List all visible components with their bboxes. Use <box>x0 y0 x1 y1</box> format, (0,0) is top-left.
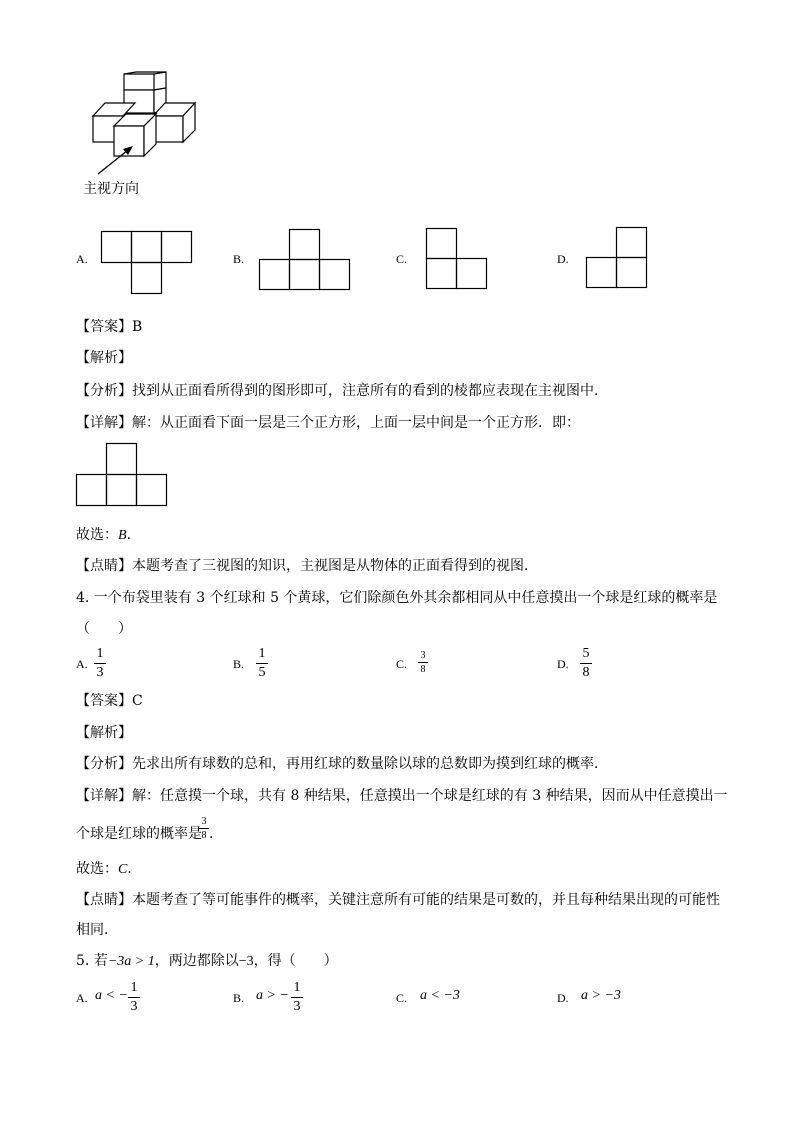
q4-option-c-fraction[interactable]: 3 8 <box>418 650 428 675</box>
q5-option-b-pre[interactable]: a > − <box>256 988 289 1003</box>
q5-option-c-text[interactable]: a < −3 <box>420 988 460 1003</box>
figure-caption: 主视方向 <box>83 181 139 197</box>
q4-xiangjie-text: 解：任意摸一个球，共有 8 种结果，任意摸出一个球是红球的有 3 种结果，因而从中任意摸出一 <box>132 788 728 804</box>
q3-option-a-figure[interactable] <box>101 231 194 294</box>
q4-option-d-fraction[interactable]: 5 8 <box>580 646 592 681</box>
q3-fenxi-text: 找到从正面看所得到的图形即可，注意所有的看到的棱都应表现在主视图中． <box>132 383 608 399</box>
q5-option-b-fraction[interactable]: 1 3 <box>291 980 303 1015</box>
q3-guxuan: 故选：B． <box>76 527 141 543</box>
q4-xiangjie-line2: 个球是红球的概率是 <box>76 826 202 842</box>
q4-option-a-fraction[interactable]: 1 3 <box>94 646 106 681</box>
q3-xiangjie <box>76 414 580 432</box>
q4-stem: 4. 一个布袋里装有 3 个红球和 5 个黄球，它们除颜色外其余都相同从中任意摸出一个球是红球的概率是 <box>76 590 718 606</box>
q3-option-c-figure[interactable] <box>426 228 489 291</box>
q5-option-d-text[interactable]: a > −3 <box>581 988 621 1003</box>
q3-dianjing-tag: 【点睛】 <box>76 558 132 574</box>
q4-option-a-label[interactable]: A. <box>76 657 88 671</box>
q4-fenxi-text: 先求出所有球数的总和，再用红球的数量除以球的总数即为摸到红球的概率． <box>132 756 608 772</box>
q3-jiexi: 【解析】 <box>76 350 132 366</box>
q5-option-a-fraction[interactable]: 1 3 <box>128 980 140 1015</box>
q3-option-d-figure[interactable] <box>586 227 649 290</box>
q3-answer: 【答案】B <box>76 319 143 335</box>
q4-xiangjie-fraction: 3 8 <box>199 816 209 841</box>
q3-option-b-label[interactable]: B. <box>233 252 245 266</box>
q3-xiangjie-tag: 【详解】 <box>76 415 132 431</box>
q4-fenxi-tag: 【分析】 <box>76 756 132 772</box>
q4-guxuan-value: C <box>118 862 128 877</box>
q3-xiangjie-text: 解：从正面看下面一层是三个正方形，上面一层中间是一个正方形．即： <box>132 415 580 431</box>
q4-dianjing-tag: 【点睛】 <box>76 892 132 908</box>
q4-answer: 【答案】C <box>76 693 143 709</box>
q5-stem-post: ，得（ ） <box>253 953 338 969</box>
q4-dianjing-text: 本题考查了等可能事件的概率，关键注意所有可能的结果是可数的，并且每种结果出现的可能性 <box>132 892 720 908</box>
q4-xiangjie-period: ． <box>209 826 223 842</box>
q3-option-c-label[interactable]: C. <box>396 252 408 266</box>
q3-option-b-figure[interactable] <box>259 229 352 292</box>
q5-option-d-label[interactable]: D. <box>557 991 569 1005</box>
q4-xiangjie-line1 <box>76 787 728 805</box>
q3-fenxi-tag: 【分析】 <box>76 383 132 399</box>
q3-dianjing <box>76 557 538 575</box>
q4-guxuan-label: 故选： <box>76 861 118 877</box>
q5-stem-pre: 5. 若 <box>76 953 108 969</box>
q4-jiexi: 【解析】 <box>76 725 132 741</box>
q5-stem <box>76 952 338 971</box>
q3-option-a-label[interactable]: A. <box>76 252 88 266</box>
q4-guxuan: 故选：C． <box>76 861 142 877</box>
q3-solution-figure <box>76 443 169 506</box>
q3-fenxi <box>76 382 608 400</box>
q4-option-b-fraction[interactable]: 1 5 <box>256 646 268 681</box>
q4-option-d-label[interactable]: D. <box>557 657 569 671</box>
q5-option-c-label[interactable]: C. <box>396 991 408 1005</box>
q4-option-c-label[interactable]: C. <box>396 657 408 671</box>
q5-stem-math2: −3 <box>238 954 254 969</box>
cube-arrangement-figure <box>90 70 205 160</box>
q4-dianjing-line2: 相同． <box>76 922 118 938</box>
q5-option-a-pre[interactable]: a < − <box>95 988 128 1003</box>
q5-stem-math1: −3a > 1 <box>107 954 155 969</box>
q5-option-b-label[interactable]: B. <box>233 991 245 1005</box>
q4-fenxi <box>76 755 608 773</box>
q4-dianjing-line1 <box>76 891 720 909</box>
q3-option-d-label[interactable]: D. <box>557 252 569 266</box>
q5-stem-mid: ，两边都除以 <box>154 953 239 969</box>
q5-option-a-label[interactable]: A. <box>76 991 88 1005</box>
q4-xiangjie-tag: 【详解】 <box>76 788 132 804</box>
q3-guxuan-value: B <box>118 528 127 543</box>
q4-option-b-label[interactable]: B. <box>233 657 245 671</box>
q4-paren: （ ） <box>76 621 132 637</box>
q3-dianjing-text: 本题考查了三视图的知识，主视图是从物体的正面看得到的视图． <box>132 558 538 574</box>
q3-guxuan-label: 故选： <box>76 527 118 543</box>
